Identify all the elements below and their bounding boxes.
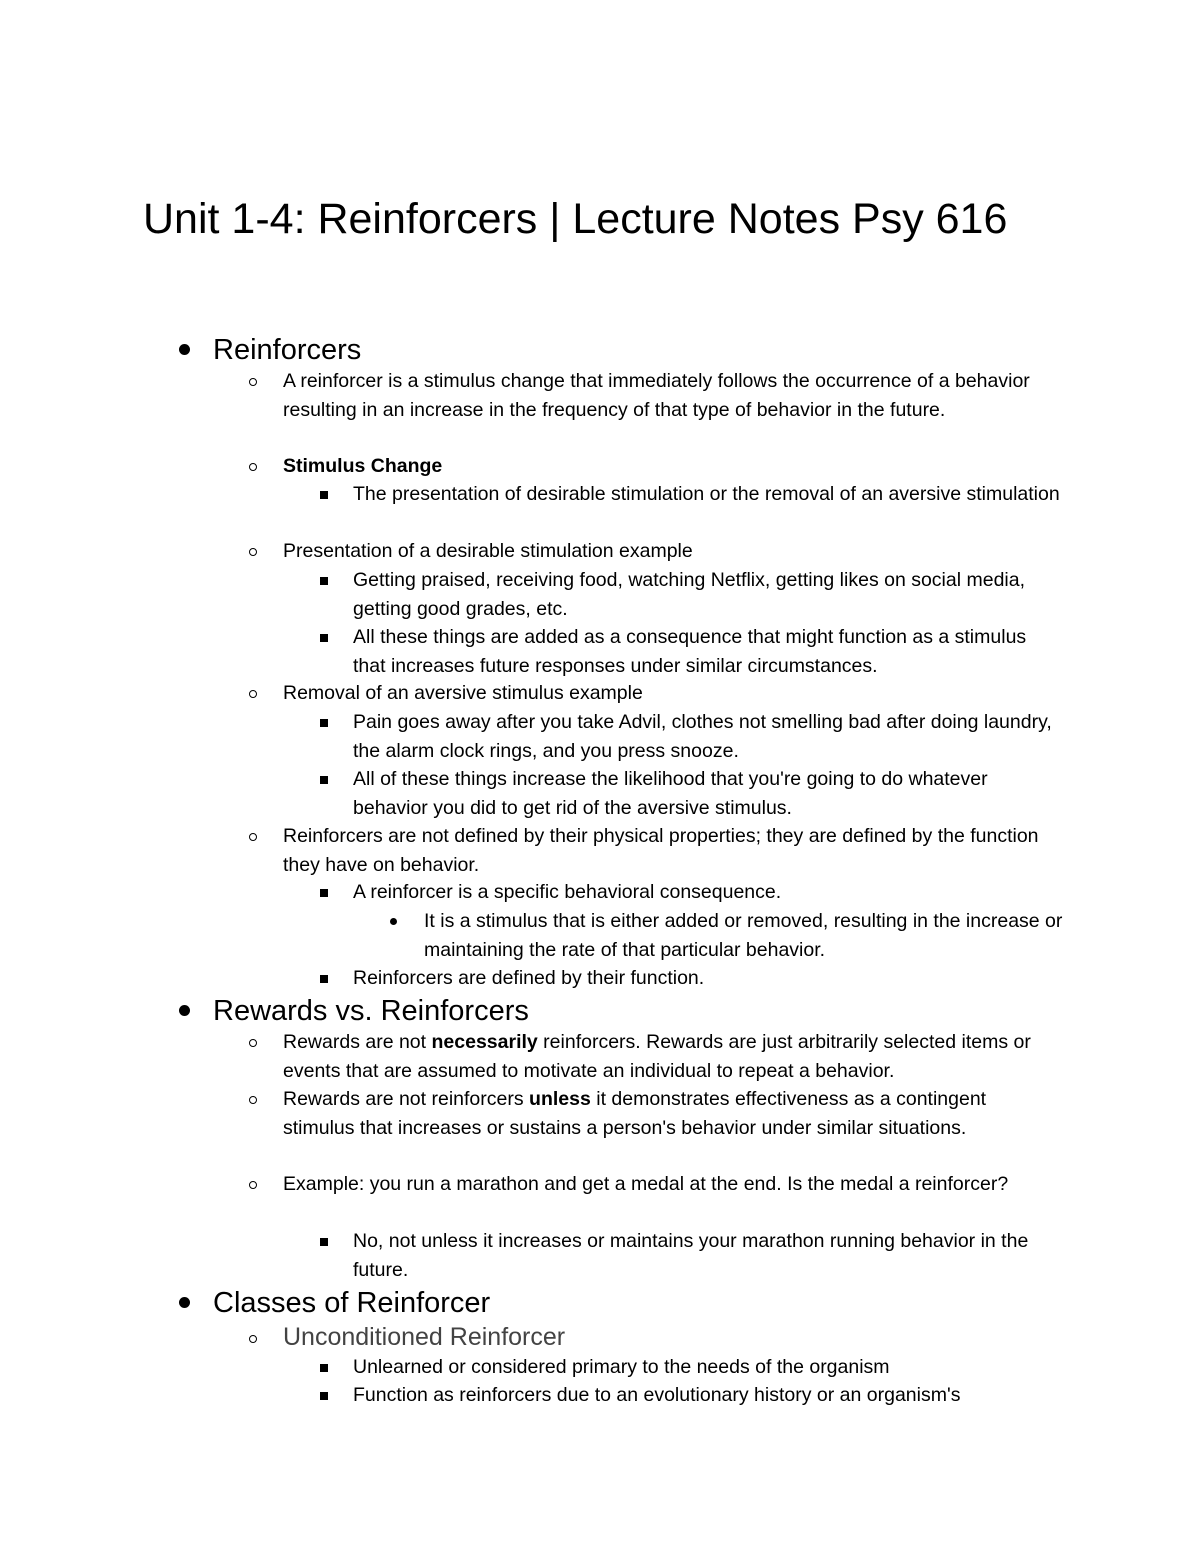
list-item <box>353 1227 1063 1284</box>
list-item-text: it demonstrates effectiveness as a contingent stimulus that increases or sustains a person's behavior under similar situations. <box>283 1088 987 1139</box>
square-bullet-icon <box>320 776 328 784</box>
list-item-text: Reinforcers are defined by their function. <box>353 967 705 989</box>
list-item-text: All of these things increase the likelihood that you're going to do whatever behavior you did to get rid of the aversive stimulus. <box>353 768 988 819</box>
list-item <box>424 907 1064 964</box>
square-bullet-icon <box>320 1364 328 1372</box>
list-item <box>283 452 1053 481</box>
list-item <box>353 964 1063 993</box>
list-item-text: Rewards are not <box>283 1031 432 1053</box>
square-bullet-icon <box>320 719 328 727</box>
list-item-text: Stimulus Change <box>283 455 443 477</box>
emphasis-text: unless <box>529 1088 591 1110</box>
hollow-bullet-icon <box>249 1181 257 1189</box>
list-item <box>353 566 1063 623</box>
list-item <box>353 623 1063 680</box>
list-item <box>353 1381 1063 1410</box>
list-item-text: Pain goes away after you take Advil, clothes not smelling bad after doing laundry, the alarm clock rings, and you press snooze. <box>353 711 1052 762</box>
list-item-text: All these things are added as a consequence that might function as a stimulus that increases future responses under similar circumstances. <box>353 626 1027 677</box>
filled-bullet-icon <box>179 344 190 355</box>
list-item <box>283 1085 1053 1142</box>
square-bullet-icon <box>320 1238 328 1246</box>
list-item <box>353 878 1063 907</box>
section-heading: Rewards vs. Reinforcers <box>213 995 529 1027</box>
list-item-text: Getting praised, receiving food, watching Netflix, getting likes on social media, getting good grades, etc. <box>353 569 1026 620</box>
list-item-text: Rewards are not reinforcers <box>283 1088 530 1110</box>
list-item <box>353 765 1063 822</box>
list-item-text: Presentation of a desirable stimulation example <box>283 540 693 562</box>
hollow-bullet-icon <box>249 548 257 556</box>
list-item-text: A reinforcer is a stimulus change that immediately follows the occurrence of a behavior resulting in an increase in the frequency of that type of behavior in the future. <box>283 370 1030 421</box>
section-reinforcers <box>213 333 361 367</box>
section-classes-of-reinforcer <box>213 1286 490 1320</box>
dot-bullet-icon <box>390 918 397 925</box>
list-item <box>353 1353 1063 1382</box>
hollow-bullet-icon <box>249 1335 257 1343</box>
section-heading: Reinforcers <box>213 334 362 366</box>
list-item-text: A reinforcer is a specific behavioral consequence. <box>353 881 782 903</box>
hollow-bullet-icon <box>249 378 257 386</box>
hollow-bullet-icon <box>249 1096 257 1104</box>
list-item <box>283 679 1053 708</box>
list-item-text: No, not unless it increases or maintains your marathon running behavior in the future. <box>353 1230 1029 1281</box>
section-rewards-vs-reinforcers <box>213 994 529 1028</box>
list-item-text: Reinforcers are not defined by their physical properties; they are defined by the function they have on behavior. <box>283 825 1039 876</box>
list-item-text: It is a stimulus that is either added or removed, resulting in the increase or maintaining the rate of that particular behavior. <box>424 910 1063 961</box>
subsection-unconditioned-reinforcer <box>283 1322 1053 1352</box>
hollow-bullet-icon <box>249 690 257 698</box>
list-item-text: reinforcers. Rewards are just arbitrarily selected items or events that are assumed to motivate an individual to repeat a behavior. <box>283 1031 1031 1082</box>
subsection-heading: Unconditioned Reinforcer <box>283 1323 566 1351</box>
list-item <box>283 822 1053 879</box>
hollow-bullet-icon <box>249 463 257 471</box>
list-item-text: Removal of an aversive stimulus example <box>283 682 643 704</box>
list-item-text: Unlearned or considered primary to the needs of the organism <box>353 1356 890 1378</box>
list-item <box>283 1170 1053 1199</box>
emphasis-text: necessarily <box>431 1031 538 1053</box>
square-bullet-icon <box>320 491 328 499</box>
hollow-bullet-icon <box>249 1039 257 1047</box>
filled-bullet-icon <box>179 1005 190 1016</box>
page-title: Unit 1-4: Reinforcers | Lecture Notes Psy 616 <box>143 195 1008 243</box>
list-item <box>283 367 1053 424</box>
square-bullet-icon <box>320 975 328 983</box>
filled-bullet-icon <box>179 1297 190 1308</box>
list-item <box>283 537 1053 566</box>
square-bullet-icon <box>320 577 328 585</box>
list-item <box>353 480 1063 509</box>
section-heading: Classes of Reinforcer <box>213 1287 491 1319</box>
list-item <box>283 1028 1053 1085</box>
list-item <box>353 708 1063 765</box>
list-item-text: Example: you run a marathon and get a medal at the end. Is the medal a reinforcer? <box>283 1173 1009 1195</box>
list-item-text: The presentation of desirable stimulation or the removal of an aversive stimulation <box>353 483 1060 505</box>
square-bullet-icon <box>320 889 328 897</box>
hollow-bullet-icon <box>249 833 257 841</box>
square-bullet-icon <box>320 1392 328 1400</box>
list-item-text: Function as reinforcers due to an evolutionary history or an organism's <box>353 1384 961 1406</box>
square-bullet-icon <box>320 634 328 642</box>
